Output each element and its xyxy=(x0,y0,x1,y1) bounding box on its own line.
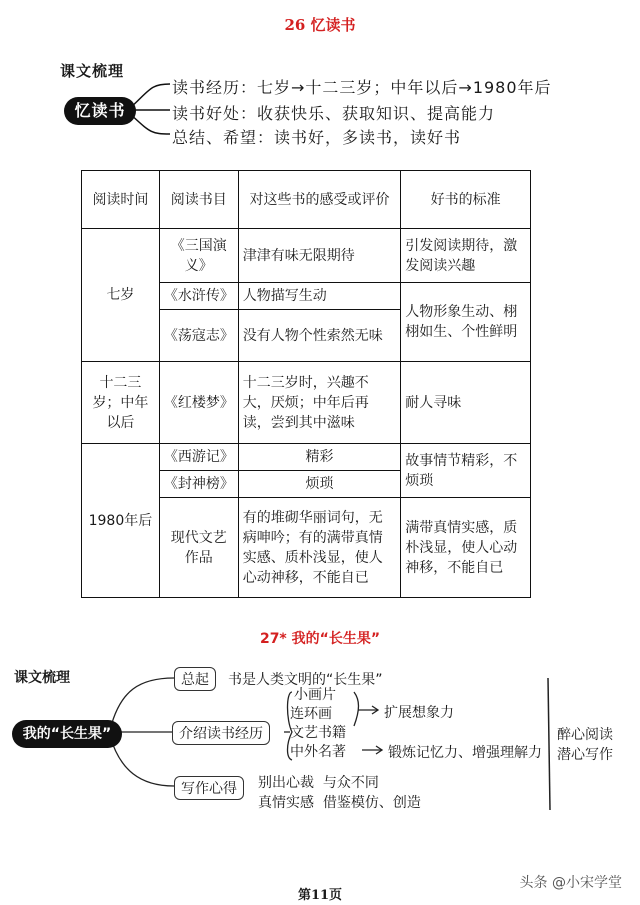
watermark: 头条 @小宋学堂 xyxy=(519,875,622,891)
lesson27-center-node: 我的“长生果” xyxy=(12,720,122,748)
branch-experience: 读书经历：七岁→十二三岁；中年以后→1980年后 xyxy=(172,78,552,97)
intro-text: 书是人类文明的“长生果” xyxy=(228,672,383,688)
cell-honglou-std: 耐人寻味 xyxy=(401,362,531,444)
cell-age7: 七岁 xyxy=(82,229,160,362)
branch-benefits: 读书好处：收获快乐、获取知识、提高能力 xyxy=(172,104,496,123)
header-time: 阅读时间 xyxy=(82,171,160,229)
cell-shuihu-feel: 人物描写生动 xyxy=(238,283,401,310)
cell-honglou-book: 《红楼梦》 xyxy=(159,362,238,444)
exp-item-1: 小画片 xyxy=(294,687,336,703)
lesson27-outline-label: 课文梳理 xyxy=(14,670,70,686)
exp-note-imagination: 扩展想象力 xyxy=(384,705,454,721)
summary-reading: 醉心阅读 xyxy=(557,727,613,743)
cell-dangkou-feel: 没有人物个性索然无味 xyxy=(238,310,401,362)
header-standard: 好书的标准 xyxy=(401,171,531,229)
cell-age1980: 1980年后 xyxy=(82,444,160,598)
lesson26-outline-label: 课文梳理 xyxy=(60,62,125,80)
cell-fengshen-book: 《封神榜》 xyxy=(159,471,238,498)
cell-sanguo-std: 引发阅读期待，激发阅读兴趣 xyxy=(401,229,531,283)
cell-honglou-feel: 十二三岁时，兴趣不大，厌烦；中年后再读，尝到其中滋味 xyxy=(238,362,401,444)
summary-writing: 潜心写作 xyxy=(557,747,613,763)
cell-sanguo-book: 《三国演义》 xyxy=(159,229,238,283)
cell-shuihu-std: 人物形象生动、栩栩如生、个性鲜明 xyxy=(401,283,531,362)
cell-modern-book: 现代文艺作品 xyxy=(159,498,238,598)
cell-xiyou-book: 《西游记》 xyxy=(159,444,238,471)
exp-note-memory: 锻炼记忆力、增强理解力 xyxy=(388,745,542,761)
lesson27-title: 27* 我的“长生果” xyxy=(259,631,381,647)
cell-shuihu-book: 《水浒传》 xyxy=(159,283,238,310)
box-experience: 介绍读书经历 xyxy=(172,721,270,745)
branch-summary: 总结、希望：读书好，多读书，读好书 xyxy=(172,128,462,147)
reading-table xyxy=(81,170,531,598)
cell-xiyou-std: 故事情节精彩，不烦琐 xyxy=(401,444,531,498)
lesson26-title: 26 忆读书 xyxy=(284,16,356,34)
cell-sanguo-feel: 津津有味无限期待 xyxy=(238,229,401,283)
cell-dangkou-book: 《荡寇志》 xyxy=(159,310,238,362)
lesson26-center-node: 忆读书 xyxy=(64,97,136,125)
header-feeling: 对这些书的感受或评价 xyxy=(238,171,401,229)
exp-item-4: 中外名著 xyxy=(290,744,346,760)
writing-line-2: 真情实感 借鉴模仿、创造 xyxy=(258,795,421,811)
exp-item-3: 文艺书籍 xyxy=(290,725,346,741)
box-writing: 写作心得 xyxy=(174,776,244,800)
page-number: 第11页 xyxy=(297,888,343,903)
cell-age12: 十二三岁；中年以后 xyxy=(82,362,160,444)
cell-fengshen-feel: 烦琐 xyxy=(238,471,401,498)
exp-item-2: 连环画 xyxy=(290,706,332,722)
cell-modern-std: 满带真情实感，质朴浅显，使人心动神移，不能自已 xyxy=(401,498,531,598)
cell-modern-feel: 有的堆砌华丽词句，无病呻吟；有的满带真情实感、质朴浅显，使人心动神移，不能自已 xyxy=(238,498,401,598)
box-intro: 总起 xyxy=(174,667,216,691)
writing-line-1: 别出心裁 与众不同 xyxy=(258,775,379,791)
header-book: 阅读书目 xyxy=(159,171,238,229)
cell-xiyou-feel: 精彩 xyxy=(238,444,401,471)
